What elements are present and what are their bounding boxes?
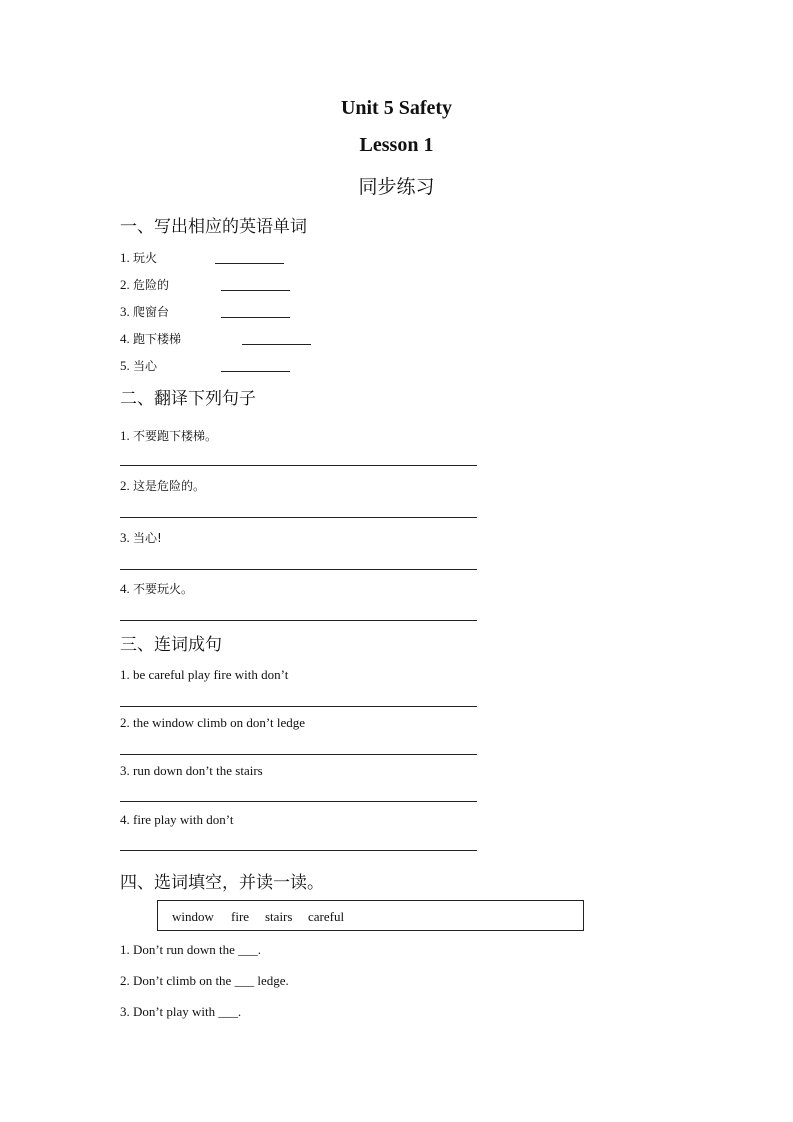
answer-line[interactable] (120, 619, 477, 621)
item-text: 这是危险的。 (133, 479, 206, 493)
page-title: Unit 5 Safety (340, 97, 453, 119)
section1-heading: 一、写出相应的英语单词 (120, 217, 307, 237)
word-bank-word: window (172, 909, 214, 924)
item-number: 2. (120, 277, 130, 292)
item-text: 不要跑下楼梯。 (133, 429, 218, 443)
item-number: 2. (120, 478, 130, 493)
answer-line[interactable] (120, 800, 477, 802)
answer-blank[interactable] (242, 343, 311, 345)
section3-item-1: 1. be careful play fire with don’t (120, 667, 289, 682)
item-number: 4. (120, 331, 130, 346)
answer-blank[interactable] (221, 370, 290, 372)
item-text: 爬窗台 (133, 305, 170, 319)
word-bank-word: careful (308, 909, 345, 924)
section2-item-2 (120, 477, 205, 494)
item-text: 当心! (133, 531, 162, 545)
item-text: 不要玩火。 (133, 582, 194, 596)
answer-blank[interactable] (221, 289, 290, 291)
word-bank-word: fire (231, 909, 250, 924)
section1-item-3 (120, 303, 169, 320)
answer-line[interactable] (120, 705, 477, 707)
item-number: 1. (120, 250, 130, 265)
section4-heading: 四、选词填空，并读一读。 (120, 873, 324, 893)
item-text: 跑下楼梯 (133, 332, 182, 346)
section3-item-3: 3. run down don’t the stairs (120, 763, 263, 778)
section2-item-1 (120, 427, 217, 444)
answer-line[interactable] (120, 849, 477, 851)
item-text: 危险的 (133, 278, 170, 292)
page-subtitle: 同步练习 (358, 176, 435, 198)
section3-item-2: 2. the window climb on don’t ledge (120, 715, 305, 730)
answer-line[interactable] (120, 464, 477, 466)
item-text: 当心 (133, 359, 158, 373)
section2-item-3 (120, 529, 162, 546)
answer-line[interactable] (120, 568, 477, 570)
item-number: 3. (120, 304, 130, 319)
item-number: 1. (120, 428, 130, 443)
section4-item-2: 2. Don’t climb on the ___ ledge. (120, 973, 289, 988)
section4-item-1: 1. Don’t run down the ___. (120, 942, 261, 957)
answer-blank[interactable] (215, 262, 284, 264)
section3-item-4: 4. fire play with don’t (120, 812, 234, 827)
answer-blank[interactable] (221, 316, 290, 318)
section1-item-4 (120, 330, 181, 347)
section1-item-2 (120, 276, 169, 293)
section3-heading: 三、连词成句 (120, 635, 222, 655)
section2-item-4 (120, 580, 193, 597)
word-bank-box (157, 900, 584, 931)
answer-line[interactable] (120, 753, 477, 755)
section1-item-1 (120, 249, 157, 266)
item-number: 5. (120, 358, 130, 373)
item-number: 4. (120, 581, 130, 596)
word-bank-word: stairs (265, 909, 293, 924)
lesson-title: Lesson 1 (359, 134, 434, 156)
section2-heading: 二、翻译下列句子 (120, 389, 256, 409)
answer-line[interactable] (120, 516, 477, 518)
item-text: 玩火 (133, 251, 158, 265)
section4-item-3: 3. Don’t play with ___. (120, 1004, 242, 1019)
section1-item-5 (120, 357, 157, 374)
item-number: 3. (120, 530, 130, 545)
